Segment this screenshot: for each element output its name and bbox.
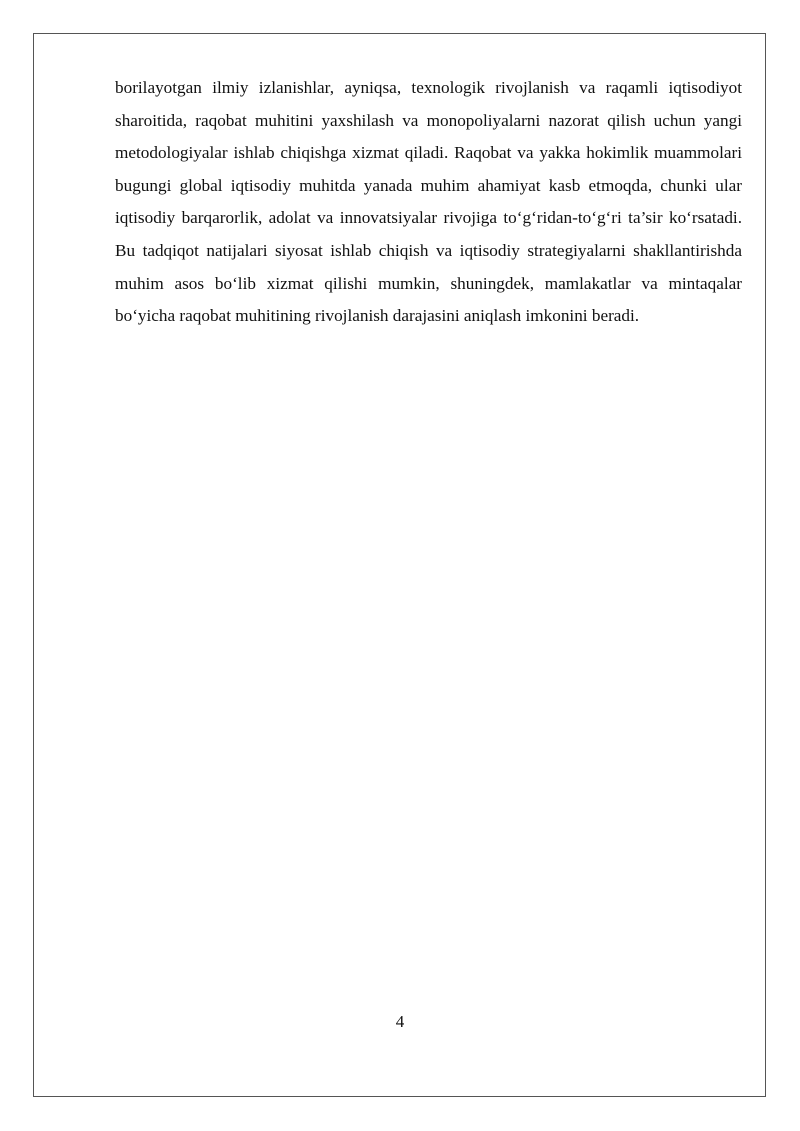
page-number: 4 <box>395 1012 405 1031</box>
body-paragraph: borilayotgan ilmiy izlanishlar, ayniqsa, texnologik rivojlanish va raqamli iqtisodiyot sharoitida, raqobat muhitini yaxshilash va monopoliyalarni nazorat qilish uchun yangi metodologiyalar ishlab chiqishga xizmat qiladi. Raqobat va yakka hokimlik muammolari bugungi global iqtisodiy muhitda yanada muhim ahamiyat kasb etmoqda, chunki ular iqtisodiy barqarorlik, adolat va innovatsiyalar rivojiga to‘g‘ridan-to‘g‘ri ta’sir ko‘rsatadi. Bu tadqiqot natijalari siyosat ishlab chiqish va iqtisodiy strategiyalarni shakllantirishda muhim asos bo‘lib xizmat qilishi mumkin, shuningdek, mamlakatlar va mintaqalar bo‘yicha raqobat muhitining rivojlanish darajasini aniqlash imkonini beradi. <box>115 78 742 326</box>
